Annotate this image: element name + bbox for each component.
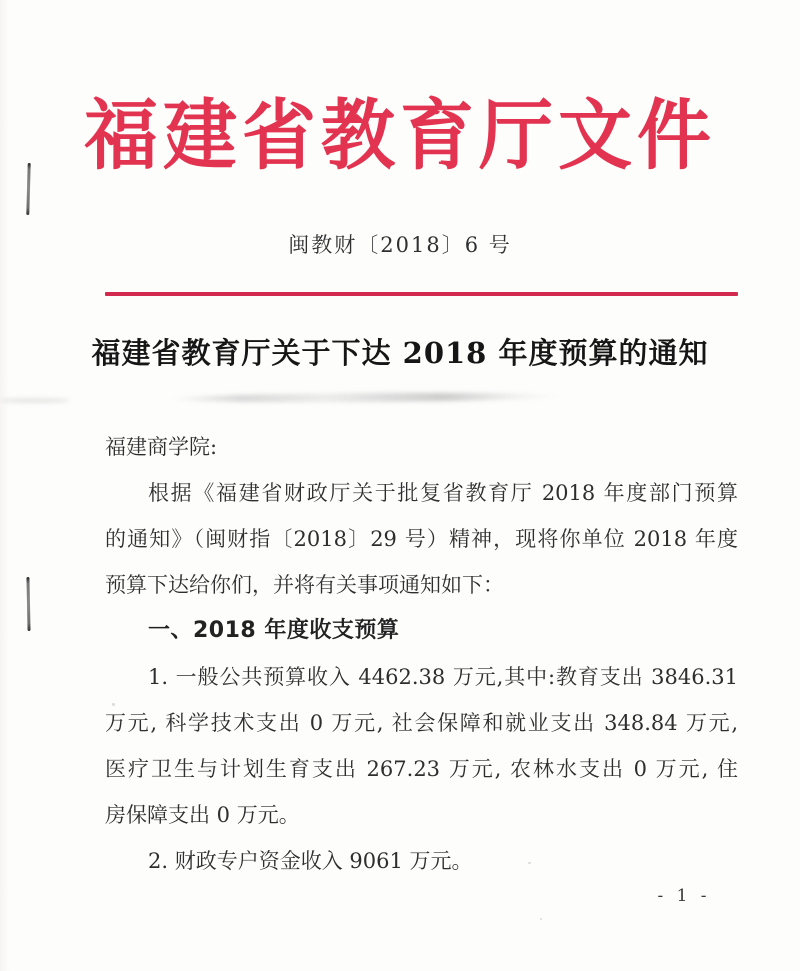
letterhead-title: 福建省教育厅文件 (84, 91, 716, 181)
scan-speckle (540, 918, 542, 920)
scan-speckle (528, 862, 531, 864)
budget-item-line: 房保障支出 0 万元。 (105, 803, 300, 827)
staple-mark-bottom (26, 577, 30, 631)
page-number: - 1 - (657, 886, 711, 906)
paragraph-line: 根据《福建省财政厅关于批复省教育厅 2018 年度部门预算 (148, 481, 738, 505)
budget-item-line: 2. 财政专户资金收入 9061 万元。 (148, 849, 473, 873)
section-heading: 一、2018 年度收支预算 (148, 618, 400, 643)
budget-item-line: 1. 一般公共预算收入 4462.38 万元,其中:教育支出 3846.31 (148, 665, 738, 689)
budget-item-line: 医疗卫生与计划生育支出 267.23 万元, 农林水支出 0 万元, 住 (105, 757, 738, 781)
budget-item-line: 万元, 科学技术支出 0 万元, 社会保障和就业支出 348.84 万元, (105, 711, 738, 735)
scan-smudge-artifact (170, 392, 560, 404)
document-number: 闽教财〔2018〕6 号 (288, 233, 512, 257)
red-divider-rule (105, 292, 738, 296)
paragraph-line: 预算下达给你们，并将有关事项通知如下： (105, 573, 504, 597)
document-title: 福建省教育厅关于下达 2018 年度预算的通知 (91, 336, 709, 370)
paragraph-line: 的通知》（闽财指〔2018〕29 号）精神，现将你单位 2018 年度 (105, 527, 738, 551)
document-body (105, 424, 738, 884)
scan-speckle (112, 703, 115, 706)
salutation-line: 福建商学院: (105, 435, 218, 459)
scan-smudge-left-artifact (0, 398, 70, 403)
